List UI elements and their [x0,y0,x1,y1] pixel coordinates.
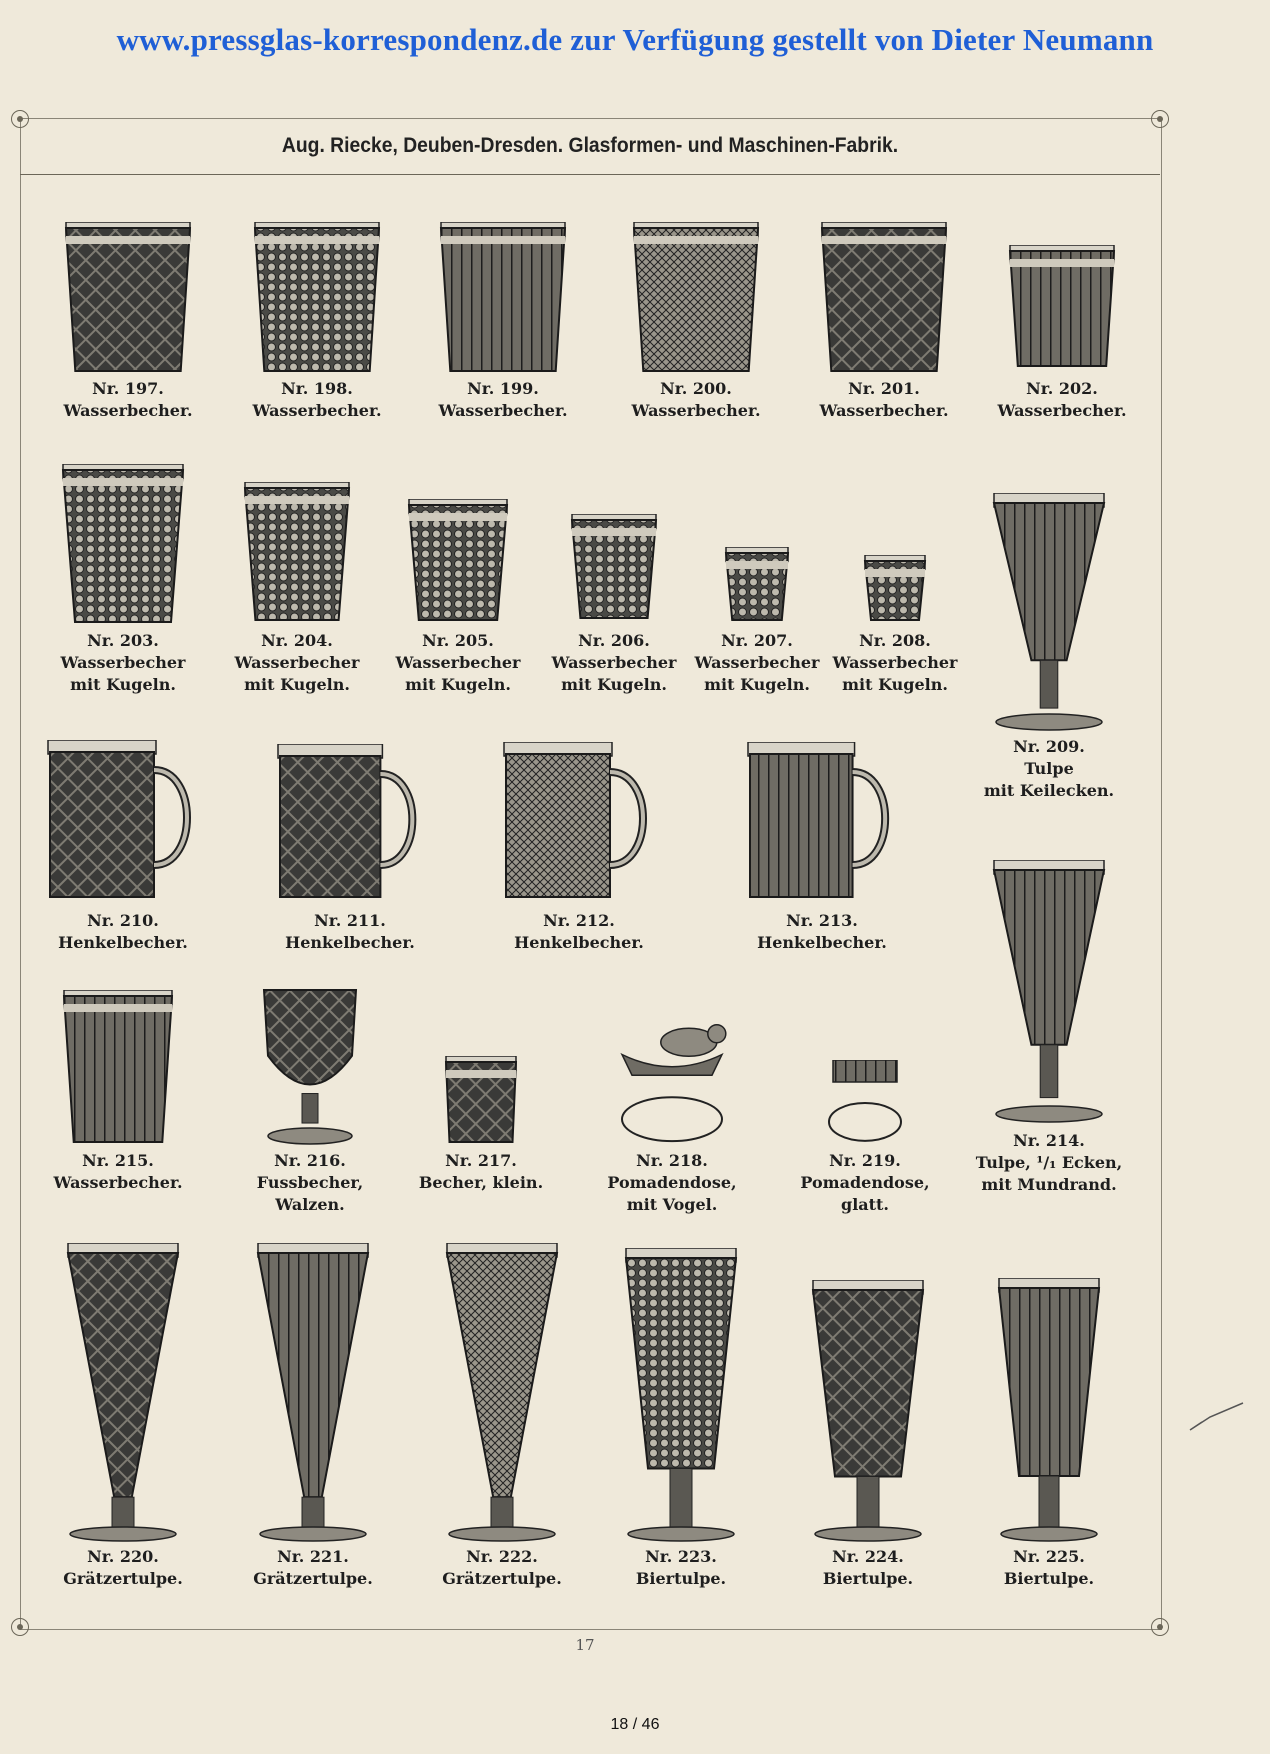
glass-illustration [58,1243,188,1542]
catalog-item [939,493,1159,800]
glass-illustration [984,860,1114,1124]
item-caption [240,910,460,954]
item-description: Pomadendose, [800,1173,930,1192]
glass-illustration [1000,245,1124,370]
item-caption [393,378,613,422]
corner-ornament-icon [1151,1618,1169,1636]
item-caption [562,1150,782,1216]
header-divider [20,174,1160,175]
item-description: Biertulpe. [1003,1569,1095,1588]
glass-illustration [53,464,193,626]
item-description: Henkelbecher. [757,933,887,952]
catalog-item [13,1243,233,1588]
item-number: Nr. 199. [467,379,539,398]
catalog-item [755,1060,975,1214]
catalog-header: Aug. Riecke, Deuben-Dresden. Glasformen- und Maschinen-Fabrik. [281,134,899,157]
item-number: Nr. 217. [445,1151,517,1170]
item-number: Nr. 206. [578,631,650,650]
item-description: Pomadendose, [607,1173,737,1192]
item-number: Nr. 210. [87,911,159,930]
glass-illustration [494,742,664,905]
item-description: Wasserbecher [234,653,360,672]
item-description: Wasserbecher [551,653,677,672]
catalog-item [203,1243,423,1588]
glass-illustration [248,1243,378,1542]
item-number: Nr. 216. [274,1151,346,1170]
item-caption [939,736,1159,802]
item-number: Nr. 202. [1026,379,1098,398]
item-description: Grätzertulpe. [442,1569,562,1588]
item-number: Nr. 201. [848,379,920,398]
glass-illustration [815,1060,915,1146]
corner-ornament-icon [11,1618,29,1636]
item-description: glatt. [841,1195,889,1214]
glass-illustration [399,499,517,624]
item-number: Nr. 222. [466,1547,538,1566]
item-caption [18,378,238,422]
item-description: Biertulpe. [822,1569,914,1588]
item-caption [8,1150,228,1194]
catalog-item [13,740,233,952]
item-description: mit Kugeln. [70,675,176,694]
item-number: Nr. 205. [422,631,494,650]
item-description: Wasserbecher. [252,401,382,420]
item-description: Fussbecher, [256,1173,364,1192]
item-description: Wasserbecher. [997,401,1127,420]
item-description: Wasserbecher. [438,401,568,420]
catalog-item [371,1056,591,1192]
item-number: Nr. 197. [92,379,164,398]
item-number: Nr. 225. [1013,1547,1085,1566]
item-number: Nr. 219. [829,1151,901,1170]
item-caption [13,910,233,954]
catalog-item [562,1024,782,1214]
item-description: Wasserbecher [60,653,186,672]
item-description: mit Mundrand. [981,1175,1117,1194]
glass-illustration [592,1024,752,1146]
glass-illustration [803,1280,933,1542]
item-description: Becher, klein. [418,1173,544,1192]
page-counter: 18 / 46 [610,1716,660,1733]
catalog-item [469,742,689,952]
glass-illustration [989,1278,1109,1542]
item-caption [712,910,932,954]
item-number: Nr. 221. [277,1547,349,1566]
pencil-tick-mark-icon [1180,1400,1250,1440]
item-number: Nr. 208. [859,631,931,650]
item-caption [586,378,806,422]
item-number: Nr. 209. [1013,737,1085,756]
glass-illustration [268,744,433,905]
glass-illustration [984,493,1114,732]
item-description: Henkelbecher. [58,933,188,952]
item-number: Nr. 200. [660,379,732,398]
item-caption [371,1150,591,1194]
glass-illustration [431,222,575,375]
glass-illustration [738,742,906,905]
item-description: Wasserbecher. [631,401,761,420]
item-number: Nr. 223. [645,1547,717,1566]
corner-ornament-icon [1151,110,1169,128]
item-number: Nr. 203. [87,631,159,650]
source-banner[interactable]: www.pressglas-korrespondenz.de zur Verfügung gestellt von Dieter Neumann [116,22,1154,57]
item-caption [13,1546,233,1590]
item-description: mit Kugeln. [842,675,948,694]
item-description: mit Kugeln. [704,675,810,694]
glass-illustration [38,740,208,905]
item-number: Nr. 212. [543,911,615,930]
item-caption [203,1546,423,1590]
glass-illustration [624,222,768,375]
catalog-item [939,1278,1159,1588]
item-description: Biertulpe. [635,1569,727,1588]
item-description: Wasserbecher [694,653,820,672]
item-description: Wasserbecher. [63,401,193,420]
item-description: mit Kugeln. [405,675,511,694]
item-number: Nr. 214. [1013,1131,1085,1150]
catalog-item [952,245,1172,420]
glass-illustration [235,482,359,624]
glass-illustration [245,222,389,375]
item-description: Wasserbecher [832,653,958,672]
catalog-item [240,744,460,952]
glass-illustration [812,222,956,375]
item-description: mit Keilecken. [983,781,1115,800]
item-number: Nr. 220. [87,1547,159,1566]
glass-illustration [56,222,200,375]
catalog-item [8,990,228,1192]
item-number: Nr. 218. [636,1151,708,1170]
glass-illustration [437,1243,567,1542]
item-description: Tulpe [1024,759,1074,778]
item-description: Wasserbecher. [53,1173,183,1192]
item-description: Grätzertulpe. [63,1569,183,1588]
glass-illustration [250,982,370,1146]
item-number: Nr. 211. [314,911,386,930]
page-number: 17 [575,1636,595,1654]
item-description: mit Kugeln. [244,675,350,694]
item-caption [939,1546,1159,1590]
catalog-item [712,742,932,952]
item-description: Henkelbecher. [514,933,644,952]
catalog-item [393,222,613,420]
item-number: Nr. 224. [832,1547,904,1566]
glass-illustration [54,990,182,1146]
item-description: mit Vogel. [626,1195,718,1214]
item-number: Nr. 198. [281,379,353,398]
item-description: Walzen. [275,1195,345,1214]
item-description: Henkelbecher. [285,933,415,952]
item-description: mit Kugeln. [561,675,667,694]
catalog-item [586,222,806,420]
item-number: Nr. 213. [786,911,858,930]
item-description: Wasserbecher [395,653,521,672]
item-description: Tulpe, ¹/₁ Ecken, [975,1153,1123,1172]
glass-illustration [616,1248,746,1542]
item-description: Grätzertulpe. [253,1569,373,1588]
glass-illustration [855,555,935,624]
item-caption [755,1150,975,1216]
item-caption [952,378,1172,422]
glass-illustration [436,1056,526,1146]
item-number: Nr. 215. [82,1151,154,1170]
catalog-item [18,222,238,420]
item-description: Wasserbecher. [819,401,949,420]
item-number: Nr. 207. [721,631,793,650]
item-number: Nr. 204. [261,631,333,650]
item-caption [469,910,689,954]
corner-ornament-icon [11,110,29,128]
